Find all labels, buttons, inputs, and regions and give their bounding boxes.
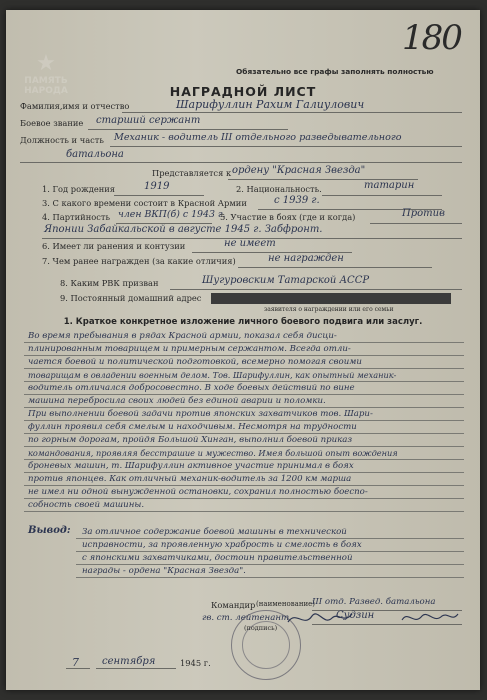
army-since-value: с 1939 г.	[274, 195, 320, 206]
fill-all-fields-notice: Обязательно все графы заполнять полностью	[236, 67, 434, 76]
nationality-underline	[322, 195, 442, 196]
position-underline-2	[20, 162, 462, 163]
rank-value: старший сержант	[96, 115, 201, 126]
birth-year-value: 1919	[144, 181, 170, 192]
wounds-value: не имеет	[224, 238, 276, 249]
name-underline	[122, 112, 462, 113]
previous-awards-label: 7. Чем ранее награжден (за какие отличия)	[42, 256, 236, 266]
narrative-line-8: фуллин проявил себя смелым и находчивым. Несмотря на трудности	[28, 422, 357, 432]
signature-note: (подпись)	[244, 624, 278, 632]
narrative-line-14: собность своей машины.	[28, 500, 145, 510]
narrative-line-9: по горным дорогам, пройдя Большой Хинган, выполнил боевой приказ	[28, 435, 353, 445]
ruled-line	[76, 577, 464, 578]
position-underline	[110, 146, 462, 147]
conclusion-line-3: с японскими захватчиками, достоин правительственной	[82, 553, 353, 563]
ruled-line	[24, 511, 464, 512]
nationality-value: татарин	[364, 180, 415, 191]
document-title: НАГРАДНОЙ ЛИСТ	[169, 84, 317, 99]
rank-label: Боевое звание	[20, 118, 84, 128]
narrative-line-6: машина перебросила своих людей без единой аварии и поломки.	[28, 396, 326, 406]
wounds-label: 6. Имеет ли ранения и контузии	[42, 241, 186, 251]
position-value: Механик - водитель III отдельного разведывательного	[114, 132, 402, 143]
commander-signature: Судзин	[336, 610, 375, 621]
battles-value: Против	[402, 208, 445, 219]
star-icon: ★	[36, 51, 56, 76]
battles-underline	[370, 223, 462, 224]
commander-unit: III отд. Развед. батальона	[312, 597, 436, 607]
rank-underline	[88, 129, 288, 130]
narrative-line-12: против японцев. Как отличный механик-водитель за 1200 км марша	[28, 474, 352, 484]
previous-awards-value: не награжден	[268, 253, 344, 264]
second-signature	[400, 608, 460, 628]
birth-year-label: 1. Год рождения	[42, 184, 116, 194]
commander-label: Командир	[211, 600, 256, 610]
rvk-underline	[170, 289, 462, 290]
narrative-line-10: командования, проявляя бесстрашие и мужество. Имея большой опыт вождения	[28, 448, 398, 458]
rvk-label: 8. Каким РВК призван	[60, 278, 159, 288]
narrative-line-7: При выполнении боевой задачи против японских захватчиков тов. Шари-	[28, 409, 373, 419]
commander-rank: гв. ст. лейтенант	[202, 613, 290, 623]
conclusion-line-1: За отличное содержание боевой машины в технической	[82, 527, 347, 537]
army-since-label: 3. С какого времени состоит в Красной Армии	[42, 198, 247, 208]
narrative-line-5: водитель отличался добросовестно. В ходе боевых действий по вине	[28, 383, 355, 393]
name-label: Фамилия,имя и отчество	[20, 101, 130, 111]
date-month: сентября	[102, 656, 156, 667]
previous-awards-underline	[238, 267, 432, 268]
watermark-text: ПАМЯТЬ НАРОДА	[24, 76, 68, 96]
conclusion-line-2: исправности, за проявленную храбрость и смелость в боях	[82, 540, 362, 550]
handwritten-signature	[286, 606, 356, 630]
rvk-value: Шугуровским Татарской АССР	[202, 275, 370, 286]
position-label: Должность и часть	[20, 135, 104, 145]
conclusion-line-4: награды - ордена "Красная Звезда".	[82, 566, 246, 576]
address-note: заявителя о награждении или его семьи	[264, 306, 394, 313]
commander-note: (наименование)	[256, 600, 316, 608]
handwritten-page-number: 180	[402, 18, 461, 58]
narrative-heading: 1. Краткое конкретное изложение личного боевого подвига или заслуг.	[63, 317, 423, 327]
position-value-2: батальона	[66, 149, 124, 160]
redacted-address	[211, 293, 451, 304]
party-label: 4. Партийность	[42, 212, 110, 222]
battles-value-2: Японии Забайкальской в августе 1945 г. Забфронт.	[44, 224, 323, 235]
date-month-underline	[96, 668, 176, 669]
party-value: член ВКП(б) с 1943 г.	[118, 209, 226, 220]
narrative-line-2: плинированным товарищем и примерным сержантом. Всегда отли-	[28, 344, 351, 354]
date-day-underline	[66, 668, 90, 669]
date-day: 7	[72, 656, 79, 669]
narrative-line-4: товарищам в овладении военным делом. Тов. Шарифуллин, как опытный механик-	[28, 370, 397, 380]
home-address-label: 9. Постоянный домашний адрес	[60, 293, 202, 303]
award-sheet-document	[6, 10, 480, 690]
birth-year-underline	[114, 195, 204, 196]
conclusion-label: Вывод:	[28, 525, 71, 536]
narrative-line-13: не имел ни одной вынужденной остановки, сохранил полностью боеспо-	[28, 487, 368, 497]
presented-label: Представляется к	[152, 168, 232, 178]
narrative-line-3: чается боевой и политической подготовкой, всемерно помогая своими	[28, 357, 362, 367]
narrative-line-11: броневых машин, т. Шарифуллин активное участие принимал в боях	[28, 461, 354, 471]
date-year: 1945 г.	[180, 658, 211, 668]
presented-value: ордену "Красная Звезда"	[232, 165, 366, 176]
nationality-label: 2. Национальность.	[236, 184, 322, 194]
narrative-line-1: Во время пребывания в рядах Красной армии, показал себя дисци-	[28, 331, 337, 341]
name-value: Шарифуллин Рахим Галиулович	[176, 98, 365, 111]
battles-label: 5. Участие в боях (где и когда)	[220, 212, 356, 222]
